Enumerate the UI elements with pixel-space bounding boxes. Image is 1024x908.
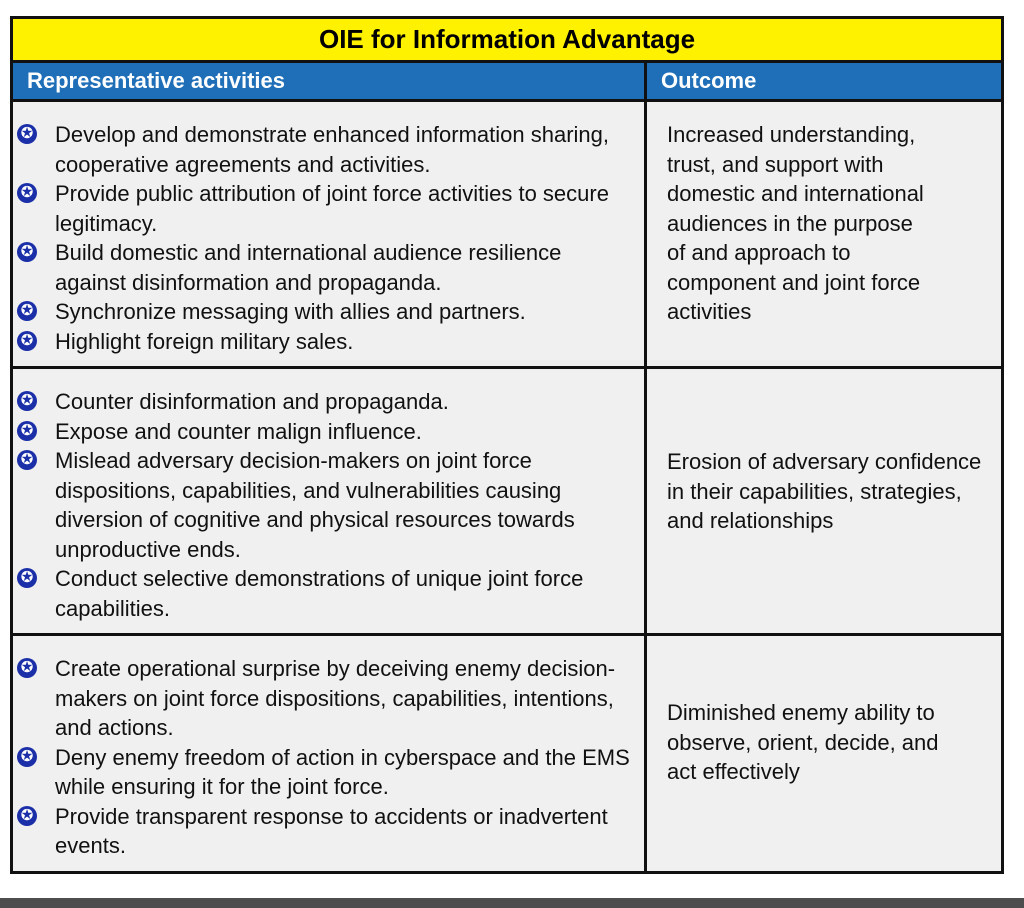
list-item: ✪ Counter disinformation and propaganda. [17, 387, 636, 417]
star-in-circle-icon: ✪ [17, 658, 37, 678]
header-activities: Representative activities [13, 63, 647, 99]
table-row [13, 633, 1001, 871]
outcome-cell [647, 636, 1001, 871]
list-item: ✪ Conduct selective demonstrations of unique joint force capabilities. [17, 564, 636, 623]
star-in-circle-icon: ✪ [17, 124, 37, 144]
list-item: ✪ Build domestic and international audience resilience against disinformation and propaganda. [17, 238, 636, 297]
outcome-text: Diminished enemy ability to observe, orient, decide, and act effectively [667, 700, 939, 784]
list-item: ✪ Mislead adversary decision-makers on joint force dispositions, capabilities, and vulnerabilities causing diversion of cognitive and physical resources towards unproductive ends. [17, 446, 636, 564]
oie-table [10, 16, 1004, 874]
outcome-text: Erosion of adversary confidence in their capabilities, strategies, and relationships [667, 449, 982, 533]
activities-cell [13, 369, 647, 633]
header-outcome: Outcome [661, 68, 757, 93]
list-item: ✪ Create operational surprise by deceiving enemy decision-makers on joint force dispositions, capabilities, intentions, and actions. [17, 654, 636, 743]
outcome-text: Increased understanding, trust, and support with domestic and international audiences in the purpose of and approach to component and joint force activities [667, 122, 924, 324]
star-in-circle-icon: ✪ [17, 568, 37, 588]
outcome-cell [647, 102, 1001, 366]
star-in-circle-icon: ✪ [17, 450, 37, 470]
star-in-circle-icon: ✪ [17, 183, 37, 203]
star-in-circle-icon: ✪ [17, 301, 37, 321]
list-item: ✪ Synchronize messaging with allies and partners. [17, 297, 636, 327]
header-row [13, 63, 1001, 99]
list-item: ✪ Provide transparent response to accidents or inadvertent events. [17, 802, 636, 861]
activities-cell [13, 102, 647, 366]
star-in-circle-icon: ✪ [17, 242, 37, 262]
table-row [13, 99, 1001, 366]
list-item: ✪ Expose and counter malign influence. [17, 417, 636, 447]
table-row [13, 366, 1001, 633]
activities-cell [13, 636, 647, 871]
star-in-circle-icon: ✪ [17, 806, 37, 826]
outcome-cell [647, 369, 1001, 633]
list-item: ✪ Highlight foreign military sales. [17, 327, 636, 357]
bottom-divider [0, 898, 1024, 908]
star-in-circle-icon: ✪ [17, 421, 37, 441]
star-in-circle-icon: ✪ [17, 331, 37, 351]
list-item: ✪ Deny enemy freedom of action in cyberspace and the EMS while ensuring it for the joint force. [17, 743, 636, 802]
list-item: ✪ Develop and demonstrate enhanced information sharing, cooperative agreements and activities. [17, 120, 636, 179]
star-in-circle-icon: ✪ [17, 747, 37, 767]
list-item: ✪ Provide public attribution of joint force activities to secure legitimacy. [17, 179, 636, 238]
star-in-circle-icon: ✪ [17, 391, 37, 411]
table-title: OIE for Information Advantage [13, 19, 1001, 63]
